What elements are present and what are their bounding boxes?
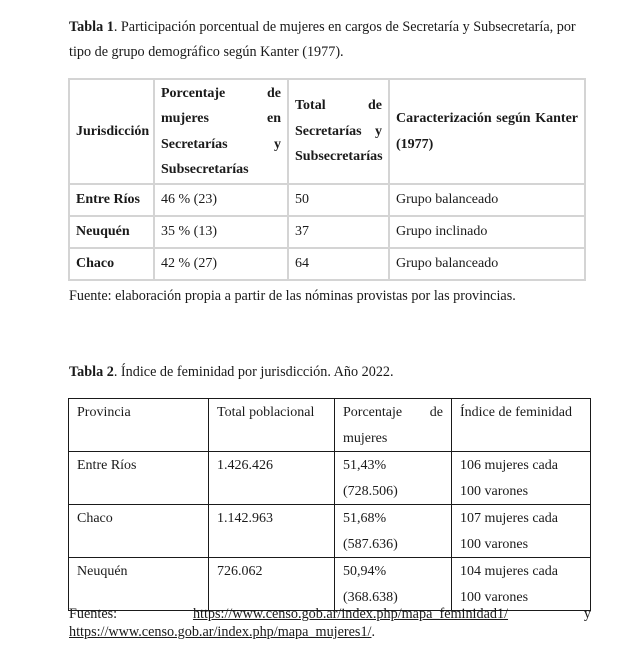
source-link-feminidad[interactable]: https://www.censo.gob.ar/index.php/mapa_feminidad1/: [192, 606, 509, 622]
table1-source: Fuente: elaboración propia a partir de las nóminas provistas por las provincias.: [69, 288, 516, 304]
table1-caption-text: . Participación porcentual de mujeres en cargos de Secretaría y Subsecretaría, por tipo de grupo demográfico según Kanter (1977).: [69, 19, 576, 60]
table-row: [69, 248, 585, 280]
table1-cell-jurisdiccion: Neuquén: [69, 216, 154, 248]
table2-header-cell: Provincia: [69, 399, 209, 452]
table2: [68, 398, 591, 611]
table2-cell-total: 726.062: [209, 558, 335, 611]
table1-caption-label: Tabla 1: [69, 19, 114, 35]
table2-cell-provincia: Entre Ríos: [69, 452, 209, 505]
table-row: [69, 505, 591, 558]
table1: [68, 78, 586, 281]
table1-caption: [69, 15, 593, 65]
table-row: [69, 184, 585, 216]
table1-cell-caracterizacion: Grupo balanceado: [389, 184, 585, 216]
table2-cell-provincia: Chaco: [69, 505, 209, 558]
table2-cell-porcentaje: 50,94% (368.638): [335, 558, 452, 611]
table2-cell-total: 1.426.426: [209, 452, 335, 505]
table1-cell-porcentaje: 35 % (13): [154, 216, 288, 248]
table1-cell-jurisdiccion: Entre Ríos: [69, 184, 154, 216]
table2-cell-porcentaje: 51,68% (587.636): [335, 505, 452, 558]
table2-sources-label: Fuentes:: [69, 606, 118, 622]
table2-cell-porcentaje: 51,43% (728.506): [335, 452, 452, 505]
table1-cell-porcentaje: 42 % (27): [154, 248, 288, 280]
table2-header-cell: Índice de feminidad: [452, 399, 591, 452]
table2-sources-end: .: [371, 624, 376, 640]
table1-header-cell: Total de Secretarías y Subsecretarías: [288, 79, 389, 184]
table2-cell-provincia: Neuquén: [69, 558, 209, 611]
table2-caption-label: Tabla 2: [69, 364, 114, 380]
table2-cell-indice: 107 mujeres cada 100 varones: [452, 505, 591, 558]
table2-header-cell: Porcentaje de mujeres: [335, 399, 452, 452]
table1-cell-caracterizacion: Grupo balanceado: [389, 248, 585, 280]
table1-cell-jurisdiccion: Chaco: [69, 248, 154, 280]
table2-cell-indice: 106 mujeres cada 100 varones: [452, 452, 591, 505]
table1-header-cell: Jurisdicción: [69, 79, 154, 184]
table2-sources: [69, 605, 591, 641]
table1-header-cell: Caracterización según Kanter (1977): [389, 79, 585, 184]
table1-cell-caracterizacion: Grupo inclinado: [389, 216, 585, 248]
table-row: [69, 558, 591, 611]
table1-header-row: [69, 79, 585, 184]
source-link-mujeres[interactable]: https://www.censo.gob.ar/index.php/mapa_mujeres1/: [69, 624, 372, 640]
table-row: [69, 216, 585, 248]
table2-cell-indice: 104 mujeres cada 100 varones: [452, 558, 591, 611]
table2-caption: [69, 360, 593, 385]
table2-header-cell: Total poblacional: [209, 399, 335, 452]
table2-sources-connector: y: [583, 606, 591, 622]
table1-cell-total: 64: [288, 248, 389, 280]
table2-header-row: [69, 399, 591, 452]
table1-cell-total: 37: [288, 216, 389, 248]
table1-cell-porcentaje: 46 % (23): [154, 184, 288, 216]
table2-caption-text: . Índice de feminidad por jurisdicción. Año 2022.: [113, 364, 394, 380]
table1-cell-total: 50: [288, 184, 389, 216]
table2-cell-total: 1.142.963: [209, 505, 335, 558]
table-row: [69, 452, 591, 505]
table1-header-cell: Porcentaje de mujeres en Secretarías y Subsecretarías: [154, 79, 288, 184]
